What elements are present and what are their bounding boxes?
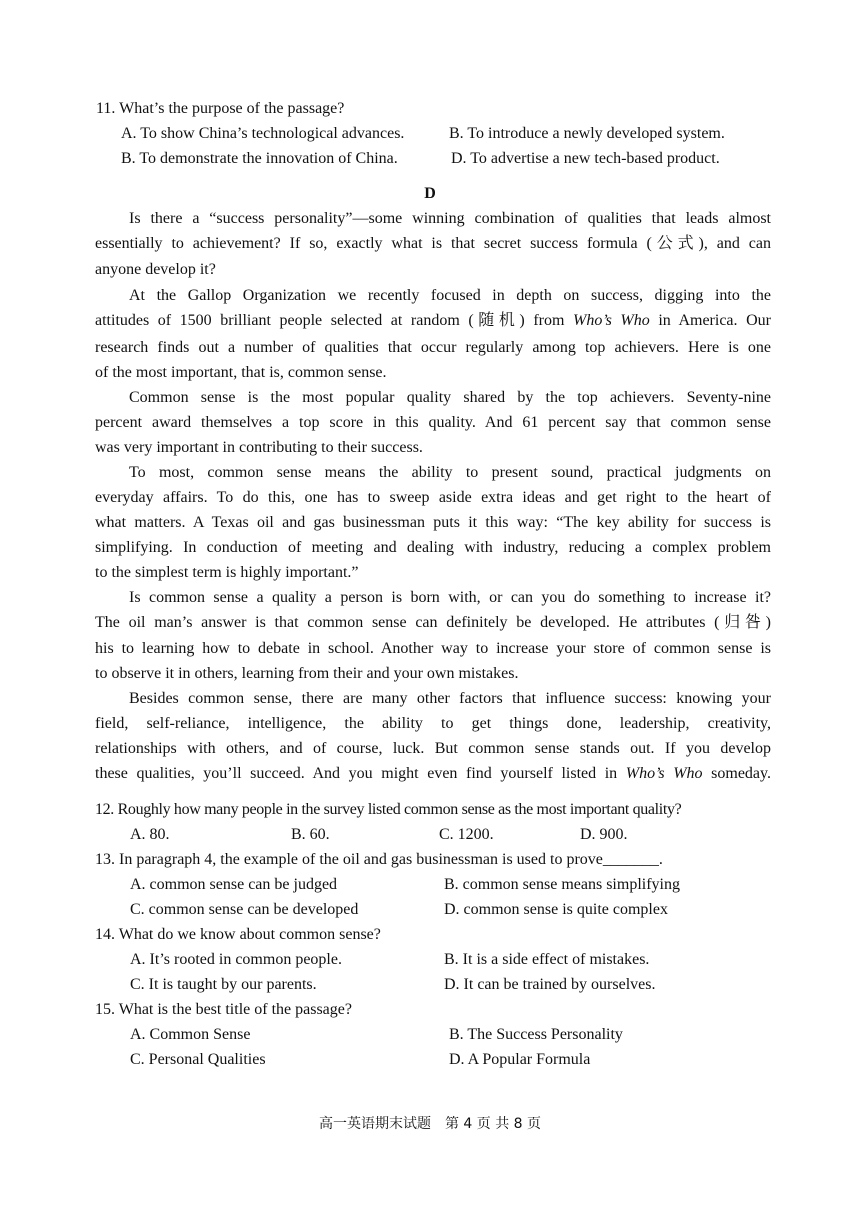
q14-option-c: C. It is taught by our parents. bbox=[130, 976, 317, 993]
q11-option-d: D. To advertise a new tech-based product. bbox=[451, 150, 720, 167]
passage-line: to the simplest term is highly important.” bbox=[95, 564, 359, 581]
q11-option-a: A. To show China’s technological advances. bbox=[121, 125, 405, 142]
q14-option-a: A. It’s rooted in common people. bbox=[130, 951, 342, 968]
passage-line: his to learning how to debate in school. Another way to increase your store of common sense is bbox=[95, 640, 771, 657]
q13-option-d: D. common sense is quite complex bbox=[444, 901, 668, 918]
q12-option-d: D. 900. bbox=[580, 826, 628, 843]
passage-line: Is there a “success personality”—some winning combination of qualities that leads almost bbox=[129, 210, 771, 227]
q12-option-c: C. 1200. bbox=[439, 826, 494, 843]
q13-option-a: A. common sense can be judged bbox=[130, 876, 338, 893]
q11-option-b: B. To introduce a newly developed system. bbox=[449, 125, 725, 142]
passage-line: Is common sense a quality a person is born with, or can you do something to increase it? bbox=[129, 589, 771, 606]
passage-line: these qualities, you’ll succeed. And you might even find yourself listed in Who’s Who someday. bbox=[95, 765, 771, 782]
passage-line: essentially to achievement? If so, exactly what is that secret success formula (公式), and can bbox=[95, 235, 771, 252]
passage-line: The oil man’s answer is that common sense can definitely be developed. He attributes (归咎) bbox=[95, 614, 771, 631]
passage-line: to observe it in others, learning from their and your own mistakes. bbox=[95, 665, 519, 682]
passage-line: attitudes of 1500 brilliant people selected at random (随机) from Who’s Who in America. Our bbox=[95, 312, 771, 329]
passage-line: what matters. A Texas oil and gas businessman puts it this way: “The key ability for success is bbox=[95, 514, 771, 531]
q13-option-c: C. common sense can be developed bbox=[130, 901, 359, 918]
passage-line: relationships with others, and of course, luck. But common sense stands out. If you develop bbox=[95, 740, 771, 757]
q12-option-a: A. 80. bbox=[130, 826, 170, 843]
passage-line: simplifying. In conduction of meeting and dealing with industry, reducing a complex problem bbox=[95, 539, 771, 556]
passage-line: anyone develop it? bbox=[95, 261, 216, 278]
page-footer: 高一英语期末试题 第 4 页 共 8 页 bbox=[318, 1116, 542, 1132]
q14-option-d: D. It can be trained by ourselves. bbox=[444, 976, 656, 993]
passage-line: At the Gallop Organization we recently focused in depth on success, digging into the bbox=[129, 287, 771, 304]
q15-option-d: D. A Popular Formula bbox=[449, 1051, 591, 1068]
passage-line: of the most important, that is, common sense. bbox=[95, 364, 387, 381]
q12-option-b: B. 60. bbox=[291, 826, 330, 843]
passage-line: was very important in contributing to their success. bbox=[95, 439, 423, 456]
q12-stem: 12. Roughly how many people in the survey listed common sense as the most important quality? bbox=[95, 801, 682, 818]
passage-line: research finds out a number of qualities that occur regularly among top achievers. Here is one bbox=[95, 339, 771, 356]
q15-stem: 15. What is the best title of the passage? bbox=[95, 1001, 352, 1018]
q15-option-a: A. Common Sense bbox=[130, 1026, 251, 1043]
passage-line: To most, common sense means the ability to present sound, practical judgments on bbox=[129, 464, 771, 481]
q11-stem: 11. What’s the purpose of the passage? bbox=[96, 100, 345, 117]
q14-stem: 14. What do we know about common sense? bbox=[95, 926, 381, 943]
passage-line: field, self-reliance, intelligence, the ability to get things done, leadership, creativity, bbox=[95, 715, 771, 732]
q15-option-b: B. The Success Personality bbox=[449, 1026, 623, 1043]
q13-option-b: B. common sense means simplifying bbox=[444, 876, 680, 893]
passage-line: everyday affairs. To do this, one has to sweep aside extra ideas and get right to the heart of bbox=[95, 489, 771, 506]
q11-option-c: B. To demonstrate the innovation of China. bbox=[121, 150, 398, 167]
passage-line: Besides common sense, there are many other factors that influence success: knowing your bbox=[129, 690, 771, 707]
passage-heading: D bbox=[424, 185, 436, 202]
passage-line: percent award themselves a top score in this quality. And 61 percent say that common sense bbox=[95, 414, 771, 431]
q15-option-c: C. Personal Qualities bbox=[130, 1051, 266, 1068]
passage-line: Common sense is the most popular quality shared by the top achievers. Seventy-nine bbox=[129, 389, 771, 406]
q14-option-b: B. It is a side effect of mistakes. bbox=[444, 951, 650, 968]
q13-stem: 13. In paragraph 4, the example of the oil and gas businessman is used to prove_______. bbox=[95, 851, 663, 868]
